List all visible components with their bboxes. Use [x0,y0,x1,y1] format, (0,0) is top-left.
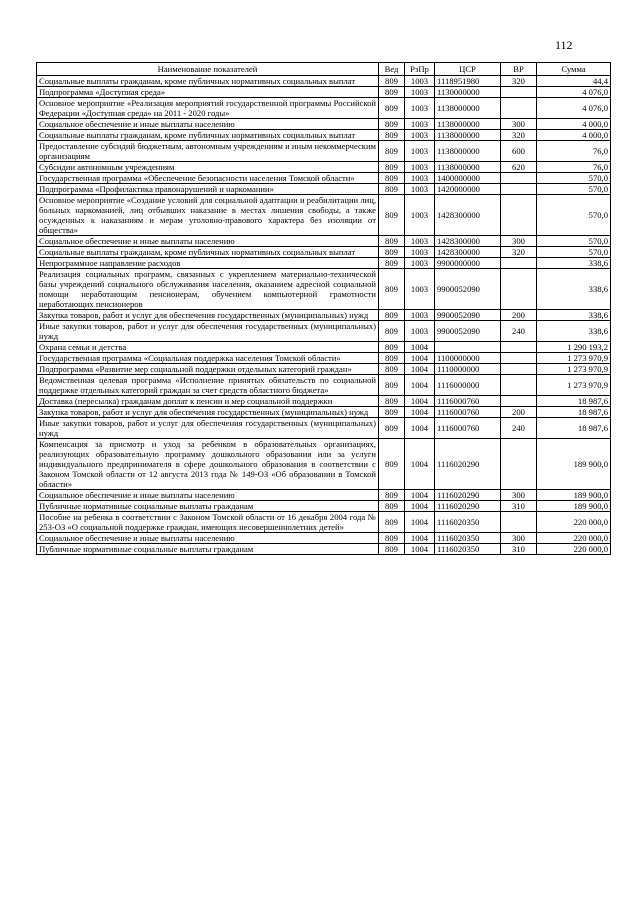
cell-csr: 1428300000 [435,247,501,258]
column-header-sum: Сумма [537,63,611,76]
table-row [37,141,611,162]
cell-ved: 809 [379,544,405,555]
table-row [37,501,611,512]
cell-rzpr: 1003 [405,258,435,269]
cell-ved: 809 [379,512,405,533]
cell-name: Основное мероприятие «Создание условий для социальной адаптации и реабилитации лиц, больных наркоманией, лиц отбывших наказание в местах лишения свободы, а также осужденных к наказаниям и мерам уголовно-правового характера без изоляции от общества» [37,195,379,236]
cell-sum: 1 273 970,9 [537,364,611,375]
cell-vr [501,364,537,375]
table-row [37,490,611,501]
cell-vr [501,439,537,490]
cell-rzpr: 1004 [405,501,435,512]
cell-vr: 310 [501,544,537,555]
cell-ved: 809 [379,98,405,119]
cell-name: Иные закупки товаров, работ и услуг для обеспечения государственных (муниципальных) нужд [37,418,379,439]
cell-rzpr: 1003 [405,236,435,247]
cell-rzpr: 1003 [405,162,435,173]
table-row [37,439,611,490]
cell-rzpr: 1004 [405,342,435,353]
cell-vr: 200 [501,407,537,418]
cell-name: Предоставление субсидий бюджетным, автономным учреждениям и иным некоммерческим организациям [37,141,379,162]
cell-vr: 320 [501,76,537,87]
cell-name: Подпрограмма «Профилактика правонарушений и наркомании» [37,184,379,195]
table-row [37,162,611,173]
cell-ved: 809 [379,184,405,195]
table-row [37,533,611,544]
cell-csr: 1138000000 [435,130,501,141]
page-number: 112 [555,38,573,52]
cell-sum: 220 000,0 [537,533,611,544]
cell-csr: 9900052090 [435,321,501,342]
cell-ved: 809 [379,236,405,247]
table-row [37,364,611,375]
cell-ved: 809 [379,321,405,342]
cell-name: Закупка товаров, работ и услуг для обеспечения государственных (муниципальных) нужд [37,310,379,321]
cell-rzpr: 1003 [405,141,435,162]
table-row [37,195,611,236]
cell-vr [501,195,537,236]
cell-sum: 570,0 [537,247,611,258]
table-row [37,247,611,258]
cell-csr: 1116020290 [435,490,501,501]
cell-ved: 809 [379,195,405,236]
cell-ved: 809 [379,353,405,364]
cell-ved: 809 [379,119,405,130]
cell-ved: 809 [379,439,405,490]
cell-name: Непрограммное направление расходов [37,258,379,269]
cell-ved: 809 [379,418,405,439]
cell-csr: 9900052090 [435,269,501,310]
cell-vr: 320 [501,247,537,258]
cell-rzpr: 1003 [405,87,435,98]
table-row [37,544,611,555]
cell-sum: 18 987,6 [537,396,611,407]
cell-rzpr: 1003 [405,321,435,342]
cell-name: Социальные выплаты гражданам, кроме публичных нормативных социальных выплат [37,247,379,258]
cell-sum: 1 290 193,2 [537,342,611,353]
cell-csr: 1100000000 [435,353,501,364]
cell-vr: 300 [501,236,537,247]
table-row [37,353,611,364]
cell-csr: 1116020290 [435,501,501,512]
cell-rzpr: 1004 [405,375,435,396]
cell-sum: 18 987,6 [537,407,611,418]
cell-rzpr: 1003 [405,119,435,130]
table-header-row [37,63,611,76]
table-row [37,258,611,269]
cell-name: Социальное обеспечение и иные выплаты населению [37,490,379,501]
cell-name: Основное мероприятие «Реализация мероприятий государственной программы Российской Федерации «Доступная среда» на 2011 - 2020 годы» [37,98,379,119]
cell-csr: 1116000760 [435,396,501,407]
cell-sum: 189 900,0 [537,439,611,490]
cell-csr [435,342,501,353]
cell-ved: 809 [379,141,405,162]
cell-vr [501,98,537,119]
cell-rzpr: 1003 [405,130,435,141]
cell-sum: 1 273 970,9 [537,375,611,396]
table-row [37,98,611,119]
cell-name: Публичные нормативные социальные выплаты гражданам [37,501,379,512]
cell-csr: 1116020350 [435,544,501,555]
cell-vr: 320 [501,130,537,141]
cell-name: Публичные нормативные социальные выплаты гражданам [37,544,379,555]
cell-ved: 809 [379,173,405,184]
cell-csr: 1116020350 [435,512,501,533]
cell-name: Субсидии автономным учреждениям [37,162,379,173]
cell-csr: 1116020350 [435,533,501,544]
cell-name: Государственная программа «Обеспечение безопасности населения Томской области» [37,173,379,184]
cell-vr [501,375,537,396]
cell-sum: 76,0 [537,162,611,173]
table-row [37,119,611,130]
cell-rzpr: 1003 [405,184,435,195]
table-row [37,173,611,184]
cell-rzpr: 1004 [405,490,435,501]
cell-sum: 220 000,0 [537,544,611,555]
cell-sum: 570,0 [537,195,611,236]
cell-name: Доставка (пересылка) гражданам доплат к пенсии и мер социальной поддержки [37,396,379,407]
cell-ved: 809 [379,87,405,98]
table-row [37,269,611,310]
table-row [37,342,611,353]
column-header-vr: ВР [501,63,537,76]
cell-csr: 1138000000 [435,119,501,130]
cell-csr: 9900000000 [435,258,501,269]
cell-csr: 1116000760 [435,418,501,439]
table-row [37,321,611,342]
table-row [37,236,611,247]
cell-csr: 1130000000 [435,87,501,98]
cell-rzpr: 1004 [405,544,435,555]
cell-name: Закупка товаров, работ и услуг для обеспечения государственных (муниципальных) нужд [37,407,379,418]
cell-csr: 1116000000 [435,375,501,396]
cell-vr: 300 [501,533,537,544]
cell-vr [501,396,537,407]
cell-rzpr: 1003 [405,247,435,258]
cell-name: Социальное обеспечение и иные выплаты населению [37,236,379,247]
cell-ved: 809 [379,247,405,258]
cell-sum: 4 076,0 [537,98,611,119]
cell-name: Социальное обеспечение и иные выплаты населению [37,119,379,130]
cell-sum: 338,6 [537,258,611,269]
cell-sum: 338,6 [537,269,611,310]
cell-vr [501,342,537,353]
cell-vr: 620 [501,162,537,173]
column-header-name: Наименование показателей [37,63,379,76]
cell-name: Государственная программа «Социальная поддержка населения Томской области» [37,353,379,364]
table-row [37,76,611,87]
cell-csr: 1110000000 [435,364,501,375]
cell-rzpr: 1003 [405,173,435,184]
cell-sum: 570,0 [537,236,611,247]
cell-csr: 1428300000 [435,195,501,236]
cell-rzpr: 1004 [405,396,435,407]
cell-name: Иные закупки товаров, работ и услуг для обеспечения государственных (муниципальных) нужд [37,321,379,342]
cell-sum: 189 900,0 [537,501,611,512]
cell-rzpr: 1004 [405,407,435,418]
cell-sum: 18 987,6 [537,418,611,439]
cell-sum: 4 000,0 [537,119,611,130]
cell-sum: 338,6 [537,310,611,321]
cell-vr: 600 [501,141,537,162]
cell-ved: 809 [379,258,405,269]
cell-name: Ведомственная целевая программа «Исполнение принятых обязательств по социальной поддержке отдельных категорий граждан за счет средств областного бюджета» [37,375,379,396]
cell-rzpr: 1003 [405,76,435,87]
cell-ved: 809 [379,501,405,512]
table-row [37,310,611,321]
cell-name: Социальные выплаты гражданам, кроме публичных нормативных социальных выплат [37,76,379,87]
cell-vr: 200 [501,310,537,321]
cell-csr: 1138000000 [435,141,501,162]
table-body [37,76,611,555]
table-row [37,87,611,98]
table-row [37,130,611,141]
column-header-csr: ЦСР [435,63,501,76]
table-row [37,396,611,407]
cell-name: Охрана семьи и детства [37,342,379,353]
cell-name: Компенсация за присмотр и уход за ребенком в образовательных организациях, реализующих образовательную программу дошкольного образования или за услуги индивидуального предпринимателя в сфере дошкольного образования в соответствии с Законом Томской области от 12 августа 2013 года № 149-ОЗ «Об образовании в Томской области» [37,439,379,490]
table-row [37,375,611,396]
cell-ved: 809 [379,396,405,407]
cell-rzpr: 1003 [405,310,435,321]
cell-ved: 809 [379,533,405,544]
cell-vr: 240 [501,418,537,439]
cell-rzpr: 1003 [405,269,435,310]
cell-ved: 809 [379,76,405,87]
cell-ved: 809 [379,342,405,353]
cell-csr: 1428300000 [435,236,501,247]
cell-rzpr: 1004 [405,439,435,490]
cell-vr: 240 [501,321,537,342]
cell-sum: 4 000,0 [537,130,611,141]
cell-rzpr: 1004 [405,418,435,439]
table-row [37,407,611,418]
cell-csr: 1116000760 [435,407,501,418]
cell-name: Реализация социальных программ, связанных с укреплением материально-технической базы учреждений социального обслуживания населения, оказанием адресной социальной помощи неработающим пенсионерам, обучением компьютерной грамотности неработающих пенсионеров [37,269,379,310]
table-row [37,418,611,439]
cell-csr: 1420000000 [435,184,501,195]
cell-ved: 809 [379,162,405,173]
cell-sum: 220 000,0 [537,512,611,533]
cell-vr: 300 [501,490,537,501]
cell-vr [501,184,537,195]
cell-ved: 809 [379,130,405,141]
cell-csr: 9900052090 [435,310,501,321]
cell-sum: 44,4 [537,76,611,87]
cell-vr: 310 [501,501,537,512]
cell-csr: 1116020290 [435,439,501,490]
cell-rzpr: 1004 [405,353,435,364]
budget-table [36,62,611,555]
cell-vr [501,512,537,533]
cell-ved: 809 [379,269,405,310]
cell-vr [501,353,537,364]
cell-vr [501,173,537,184]
cell-ved: 809 [379,375,405,396]
cell-ved: 809 [379,310,405,321]
cell-vr [501,258,537,269]
cell-ved: 809 [379,364,405,375]
cell-rzpr: 1004 [405,512,435,533]
cell-rzpr: 1003 [405,195,435,236]
cell-csr: 1138000000 [435,98,501,119]
cell-name: Подпрограмма «Доступная среда» [37,87,379,98]
cell-name: Пособие на ребенка в соответствии с Законом Томской области от 16 декабря 2004 года № 253-ОЗ «О социальной поддержке граждан, имеющих несовершеннолетних детей» [37,512,379,533]
cell-name: Подпрограмма «Развитие мер социальной поддержки отдельных категорий граждан» [37,364,379,375]
cell-rzpr: 1004 [405,364,435,375]
cell-sum: 338,6 [537,321,611,342]
cell-csr: 1138000000 [435,162,501,173]
cell-sum: 76,0 [537,141,611,162]
cell-ved: 809 [379,407,405,418]
cell-vr: 300 [501,119,537,130]
cell-csr: 1118951980 [435,76,501,87]
table-row [37,512,611,533]
cell-sum: 4 076,0 [537,87,611,98]
cell-sum: 570,0 [537,173,611,184]
cell-name: Социальное обеспечение и иные выплаты населению [37,533,379,544]
cell-name: Социальные выплаты гражданам, кроме публичных нормативных социальных выплат [37,130,379,141]
cell-sum: 189 900,0 [537,490,611,501]
cell-vr [501,269,537,310]
column-header-ved: Вед [379,63,405,76]
table-row [37,184,611,195]
cell-ved: 809 [379,490,405,501]
cell-vr [501,87,537,98]
cell-sum: 1 273 970,9 [537,353,611,364]
cell-sum: 570,0 [537,184,611,195]
cell-csr: 1400000000 [435,173,501,184]
cell-rzpr: 1004 [405,533,435,544]
column-header-rzpr: РзПр [405,63,435,76]
cell-rzpr: 1003 [405,98,435,119]
